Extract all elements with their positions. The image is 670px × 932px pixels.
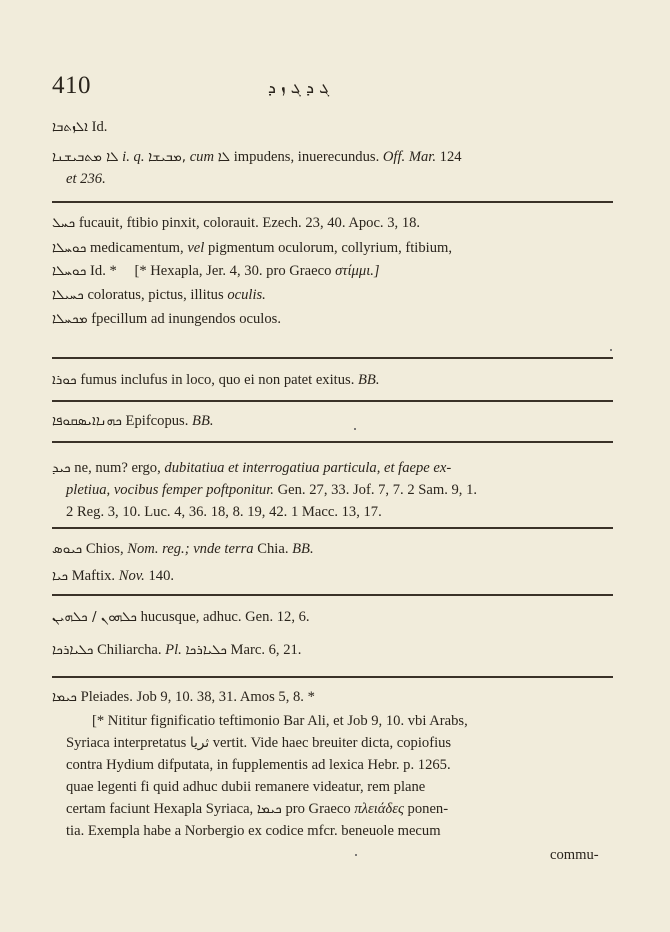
entry-line: ܟܝܘܣ Chios, Nom. reg.; vnde terra Chia. BB. <box>52 541 314 557</box>
page-number: 410 <box>52 72 91 99</box>
section-divider <box>52 400 613 402</box>
print-speck <box>355 854 357 856</box>
entry-line: tia. Exempla habe a Norbergio ex codice mfcr. beneuole mecum <box>66 823 441 839</box>
entry-line: Syriaca interpretatus ثريا vertit. Vide haec breuiter dicta, copiofius <box>66 735 452 751</box>
entry-line: et 236. <box>66 171 106 187</box>
entry-line: 2 Reg. 3, 10. Luc. 4, 36. 18, 8. 19, 42. 1 Macc. 13, 17. <box>66 504 382 520</box>
entry-line: ܟܝܐ Maftix. Nov. 140. <box>52 568 175 584</box>
entry-line: ܡܟܚܠܐ fpecillum ad inungendos oculos. <box>52 311 281 327</box>
entry-line: quae legenti fi quid adhuc dubii remanere videatur, rem plane <box>66 779 426 795</box>
entry-line: ܟܚܠ fucauit, ftibio pinxit, colorauit. Ezech. 23, 40. Apoc. 3, 18. <box>52 215 421 231</box>
entry-line: ܠܐ ܡܬܒܝܫܢܐ i. q. ܡܒܝܫܐ, cum ܠܐ impudens, inuerecundus. Off. Mar. 124 <box>52 149 462 165</box>
print-speck <box>610 349 612 351</box>
entry-line: ܟܠܗܘܢ / ܟܠܗܝܢ hucusque, adhuc. Gen. 12, 6. <box>52 609 310 625</box>
entry-line: ܐܠܙܬܒܐ Id. <box>52 119 108 135</box>
entry-line: ܟܝܕ ne, num? ergo, dubitatiua et interrogatiua particula, et faepe ex- <box>52 460 452 476</box>
entry-line: certam faciunt Hexapla Syriaca, ܟܝܡܐ pro Graeco πλειάδες ponen- <box>66 801 449 817</box>
entry-line: ܟܘܚܠܐ medicamentum, vel pigmentum oculorum, collyrium, ftibium, <box>52 240 452 256</box>
entry-line: [* Nititur fignificatio teftimonio Bar Ali, et Job 9, 10. vbi Arabs, <box>92 713 468 729</box>
catchword: commu- <box>550 847 599 863</box>
entry-line: ܟܘܚܠܐ Id. * [* Hexapla, Jer. 4, 30. pro Graeco στίμμι.] <box>52 263 380 279</box>
running-head-syriac: ܓ ܕ ܓ ܙ ܕ <box>268 78 330 97</box>
entry-line: ܟܘܪܐ fumus inclufus in loco, quo ei non patet exitus. BB. <box>52 372 380 388</box>
section-divider <box>52 357 613 359</box>
section-divider <box>52 676 613 678</box>
section-divider <box>52 441 613 443</box>
entry-line: ܟܗܢܐܐܝܣܩܘܦܐ Epifcopus. BB. <box>52 413 214 429</box>
entry-line: ܟܚܝܠܐ coloratus, pictus, illitus oculis. <box>52 287 266 303</box>
section-divider <box>52 594 613 596</box>
entry-line: ܟܠܝܐܪܟܐ Chiliarcha. Pl. ܟܠܝܐܪܟܐ Marc. 6, 21. <box>52 642 302 658</box>
running-header <box>52 72 612 102</box>
entry-line: contra Hydium difputata, in fupplementis ad lexica Hebr. p. 1265. <box>66 757 451 773</box>
section-divider <box>52 527 613 529</box>
print-speck <box>354 428 356 430</box>
entry-line: ܟܝܡܐ Pleiades. Job 9, 10. 38, 31. Amos 5, 8. * <box>52 689 315 705</box>
section-divider <box>52 201 613 203</box>
entry-line: pletiua, vocibus femper poftponitur. Gen. 27, 33. Jof. 7, 7. 2 Sam. 9, 1. <box>66 482 478 498</box>
